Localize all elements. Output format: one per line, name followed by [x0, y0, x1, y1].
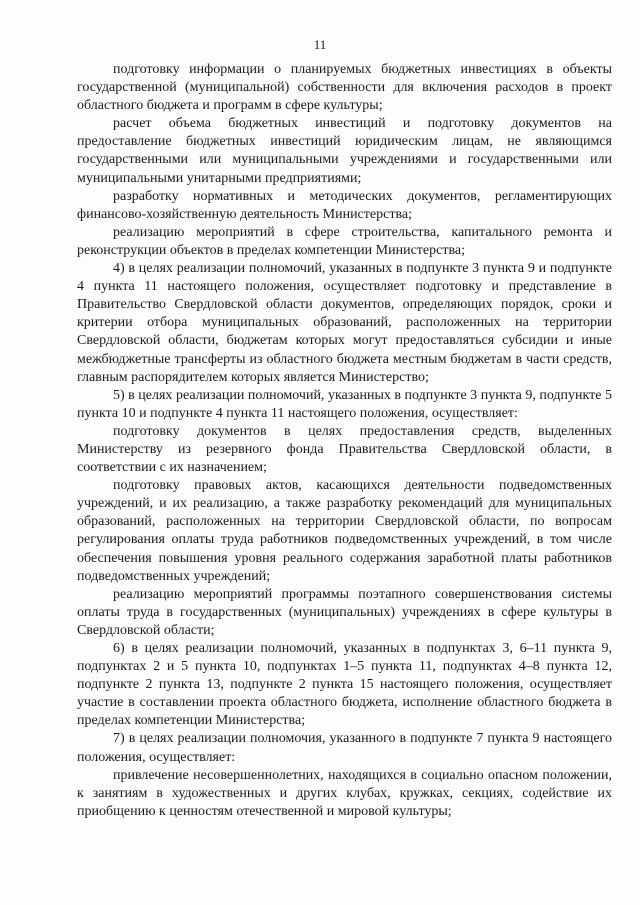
paragraph: привлечение несовершеннолетних, находящихся в социально опасном положении, к занятиям в художественных и других клубах, кружках, секциях, содействие их приобщению к ценностям отечественной и мировой культуры; [77, 767, 612, 819]
paragraph: 5) в целях реализации полномочий, указанных в подпункте 3 пункта 9, подпункте 5 пункта 10 и подпункте 4 пункта 11 настоящего положения, осуществляет: [77, 387, 612, 421]
paragraph: разработку нормативных и методических документов, регламентирующих финансово-хозяйственную деятельность Министерства; [77, 188, 612, 222]
paragraph: 7) в целях реализации полномочия, указанного в подпункте 7 пункта 9 настоящего положения, осуществляет: [77, 731, 612, 765]
paragraph: подготовку информации о планируемых бюджетных инвестициях в объекты государственной (муниципальной) собственности для включения расходов в проект областного бюджета и программ в сфере культуры; [77, 62, 612, 114]
paragraph: реализацию мероприятий программы поэтапного совершенствования системы оплаты труда в государственных (муниципальных) учреждениях в сфере культуры в Свердловской области; [77, 586, 612, 638]
page-number: 11 [313, 37, 327, 52]
paragraph: подготовку документов в целях предоставления средств, выделенных Министерству из резервного фонда Правительства Свердловской области, в соответствии с их назначением; [77, 423, 612, 476]
paragraph: расчет объема бюджетных инвестиций и подготовку документов на предоставление бюджетных инвестиций юридическим лицам, не являющимся государственными или муниципальными учреждениями и государственными или муниципальными унитарными предприятиями; [77, 116, 612, 186]
document-body [77, 61, 612, 821]
paragraph: реализацию мероприятий в сфере строительства, капитального ремонта и реконструкции объектов в пределах компетенции Министерства; [77, 224, 612, 258]
paragraph: 6) в целях реализации полномочий, указанных в подпунктах 3, 6–11 пункта 9, подпунктах 2 и 5 пункта 10, подпунктах 1–5 пункта 11, подпунктах 4–8 пункта 12, подпункте 2 пункта 13, подпункте 2 пункта 15 настоящего положения, осуществляет участие в составлении проекта областного бюджета, исполнение областного бюджета в пределах компетенции Министерства; [77, 641, 612, 729]
paragraph: подготовку правовых актов, касающихся деятельности подведомственных учреждений, и их реализацию, а также разработку рекомендаций для муниципальных образований, расположенных на территории Свердловской области, по вопросам регулирования оплаты труда работников подведомственных учреждений, в том числе обеспечения повышения уровня реального содержания заработной платы работников подведомственных учреждений; [77, 478, 612, 584]
paragraph: 4) в целях реализации полномочий, указанных в подпункте 3 пункта 9 и подпункте 4 пункта 11 настоящего положения, осуществляет подготовку и представление в Правительство Свердловской области документов, определяющих порядок, сроки и критерии отбора муниципальных образований, расположенных на территории Свердловской области, бюджетам которых могут предоставляться субсидии и иные межбюджетные трансферты из областного бюджета местным бюджетам в части средств, главным распорядителем которых является Министерство; [77, 261, 612, 385]
